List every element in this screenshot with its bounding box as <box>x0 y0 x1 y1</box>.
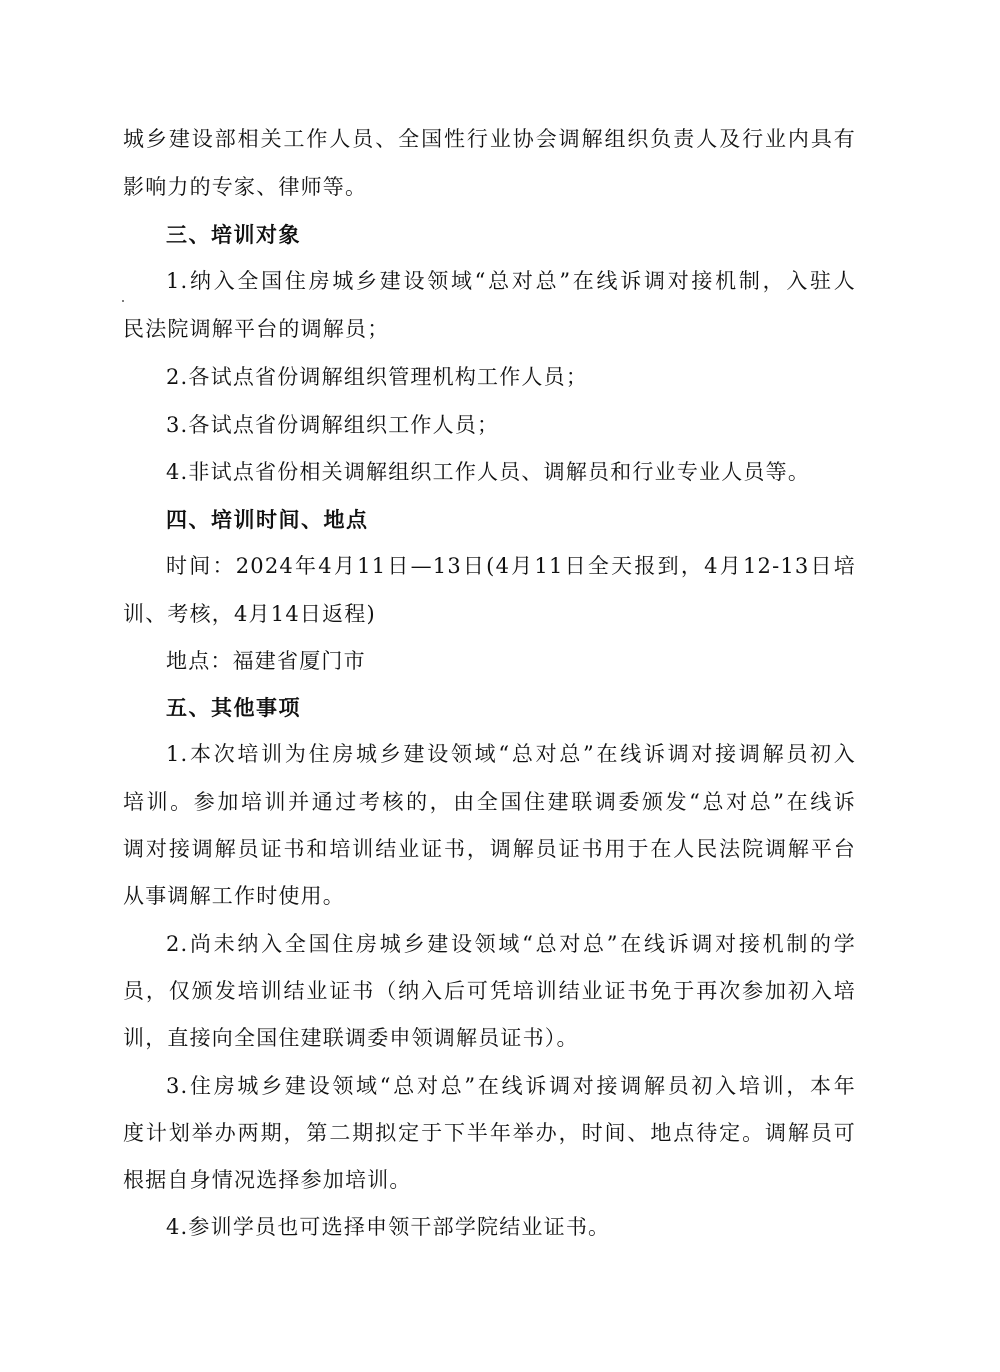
paragraph-line: 员，仅颁发培训结业证书（纳入后可凭培训结业证书免于再次参加初入培 <box>123 979 856 1003</box>
paragraph-line: 影响力的专家、律师等。 <box>123 175 368 199</box>
paragraph-line: 从事调解工作时使用。 <box>123 884 345 908</box>
paragraph-line: 2.尚未纳入全国住房城乡建设领域“总对总”在线诉调对接机制的学 <box>166 932 856 956</box>
paragraph-line: 3.各试点省份调解组织工作人员； <box>166 413 500 437</box>
paragraph-line: 民法院调解平台的调解员； <box>123 317 390 341</box>
paragraph-line: 1.纳入全国住房城乡建设领域“总对总”在线诉调对接机制，入驻人 <box>166 269 856 293</box>
paragraph-line: 1.本次培训为住房城乡建设领域“总对总”在线诉调对接调解员初入 <box>166 742 856 766</box>
paragraph-line: 培训。参加培训并通过考核的，由全国住建联调委颁发“总对总”在线诉 <box>123 790 856 814</box>
paragraph-line: 2.各试点省份调解组织管理机构工作人员； <box>166 365 589 389</box>
paragraph-line: 4.参训学员也可选择申领干部学院结业证书。 <box>166 1215 611 1239</box>
paragraph-line: 3.住房城乡建设领域“总对总”在线诉调对接调解员初入培训，本年 <box>166 1074 856 1098</box>
paragraph-line: 度计划举办两期，第二期拟定于下半年举办，时间、地点待定。调解员可 <box>123 1121 856 1145</box>
paragraph-line: 训、考核，4月14日返程) <box>123 602 376 626</box>
section-heading-training-targets: 三、培训对象 <box>166 223 301 247</box>
paragraph-line: 地点：福建省厦门市 <box>166 649 366 673</box>
paragraph-line: 时间：2024年4月11日—13日(4月11日全天报到，4月12-13日培 <box>166 554 856 578</box>
paragraph-line: 4.非试点省份相关调解组织工作人员、调解员和行业专业人员等。 <box>166 460 811 484</box>
paragraph-line: 城乡建设部相关工作人员、全国性行业协会调解组织负责人及行业内具有 <box>123 127 856 151</box>
paragraph-line: 训，直接向全国住建联调委申领调解员证书）。 <box>123 1026 579 1050</box>
paragraph-line: 根据自身情况选择参加培训。 <box>123 1168 412 1192</box>
section-heading-other-matters: 五、其他事项 <box>166 696 301 720</box>
scan-speck <box>122 300 124 302</box>
paragraph-line: 调对接调解员证书和培训结业证书，调解员证书用于在人民法院调解平台 <box>123 837 856 861</box>
section-heading-time-place: 四、培训时间、地点 <box>166 508 369 532</box>
